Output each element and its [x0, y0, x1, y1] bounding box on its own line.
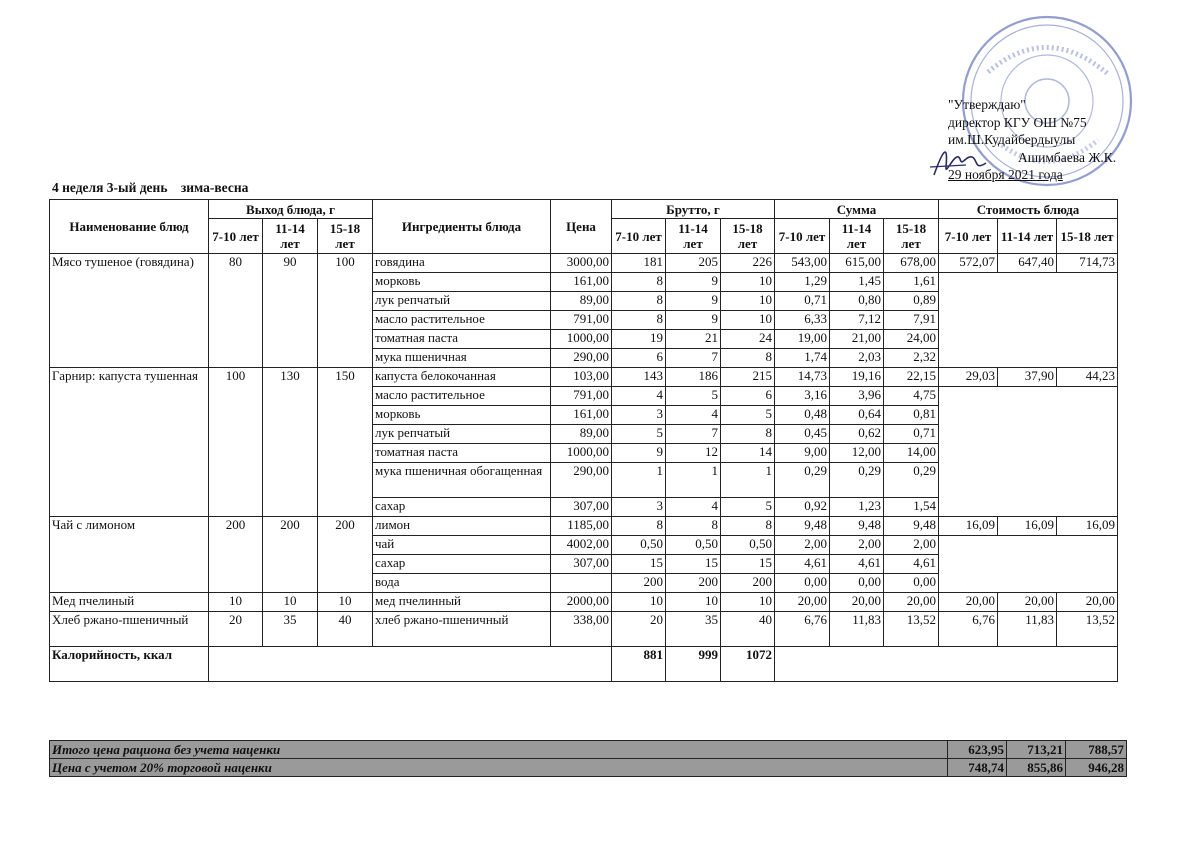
- gross-value: 3: [612, 498, 666, 517]
- approval-block: [948, 96, 1183, 184]
- output-7-10: 20: [209, 612, 263, 647]
- output-7-10: 200: [209, 517, 263, 593]
- gross-value: 200: [721, 574, 775, 593]
- calories-value: 881: [612, 647, 666, 682]
- ingredient-name: томатная паста: [373, 444, 551, 463]
- gross-value: 9: [666, 311, 721, 330]
- totals-value: 713,21: [1007, 741, 1066, 759]
- dish-cost-value: 20,00: [939, 593, 998, 612]
- dish-cost-value: 572,07: [939, 254, 998, 273]
- ingredient-name: мука пшеничная: [373, 349, 551, 368]
- sum-value: 615,00: [830, 254, 884, 273]
- dish-name: Мед пчелиный: [50, 593, 209, 612]
- ingredient-price: 290,00: [551, 463, 612, 498]
- ingredient-name: вода: [373, 574, 551, 593]
- gross-value: 12: [666, 444, 721, 463]
- dish-name: Мясо тушеное (говядина): [50, 254, 209, 368]
- header-sum-11-14: 11-14 лет: [830, 219, 884, 254]
- totals-row: [50, 741, 1127, 759]
- totals-row: [50, 759, 1127, 777]
- output-15-18: 40: [318, 612, 373, 647]
- ingredient-price: 307,00: [551, 555, 612, 574]
- calories-row: [50, 647, 1118, 682]
- sum-value: 4,75: [884, 387, 939, 406]
- header-out-15-18: 15-18 лет: [318, 219, 373, 254]
- sum-value: 2,00: [830, 536, 884, 555]
- gross-value: 8: [721, 425, 775, 444]
- sum-value: 0,92: [775, 498, 830, 517]
- ingredient-price: 89,00: [551, 425, 612, 444]
- output-15-18: 200: [318, 517, 373, 593]
- week-heading: [52, 180, 248, 196]
- output-11-14: 200: [263, 517, 318, 593]
- ingredient-price: 307,00: [551, 498, 612, 517]
- dish-name: Гарнир: капуста тушенная: [50, 368, 209, 517]
- week-day: 4 неделя 3-ый день: [52, 180, 168, 195]
- dish-cost-value: 13,52: [1057, 612, 1118, 647]
- sum-value: 0,45: [775, 425, 830, 444]
- gross-value: 200: [666, 574, 721, 593]
- gross-value: 15: [666, 555, 721, 574]
- ingredient-name: лук репчатый: [373, 425, 551, 444]
- header-cost-11-14: 11-14 лет: [998, 219, 1057, 254]
- sum-value: 2,00: [884, 536, 939, 555]
- gross-value: 10: [721, 292, 775, 311]
- ingredient-name: хлеб ржано-пшеничный: [373, 612, 551, 647]
- sum-value: 9,00: [775, 444, 830, 463]
- sum-value: 14,00: [884, 444, 939, 463]
- table-row: [50, 254, 1118, 273]
- sum-value: 13,52: [884, 612, 939, 647]
- ingredient-name: чай: [373, 536, 551, 555]
- output-7-10: 80: [209, 254, 263, 368]
- gross-value: 5: [721, 498, 775, 517]
- ingredient-price: 1000,00: [551, 444, 612, 463]
- ingredient-name: мед пчелинный: [373, 593, 551, 612]
- sum-value: 0,48: [775, 406, 830, 425]
- gross-value: 10: [721, 593, 775, 612]
- dish-cost-value: 29,03: [939, 368, 998, 387]
- gross-value: 200: [612, 574, 666, 593]
- header-output: Выход блюда, г: [209, 200, 373, 219]
- empty-cell: [939, 387, 1118, 517]
- output-7-10: 10: [209, 593, 263, 612]
- gross-value: 226: [721, 254, 775, 273]
- ingredient-price: 791,00: [551, 311, 612, 330]
- sum-value: 24,00: [884, 330, 939, 349]
- sum-value: 1,54: [884, 498, 939, 517]
- gross-value: 10: [666, 593, 721, 612]
- sum-value: 0,29: [830, 463, 884, 498]
- output-11-14: 90: [263, 254, 318, 368]
- gross-value: 19: [612, 330, 666, 349]
- gross-value: 4: [666, 498, 721, 517]
- gross-value: 0,50: [612, 536, 666, 555]
- gross-value: 8: [612, 292, 666, 311]
- gross-value: 0,50: [721, 536, 775, 555]
- gross-value: 1: [612, 463, 666, 498]
- output-11-14: 10: [263, 593, 318, 612]
- empty-cell: [939, 536, 1118, 593]
- gross-value: 10: [721, 273, 775, 292]
- gross-value: 186: [666, 368, 721, 387]
- output-15-18: 100: [318, 254, 373, 368]
- sum-value: 0,29: [775, 463, 830, 498]
- totals-table: [49, 740, 1127, 777]
- dish-cost-value: 44,23: [1057, 368, 1118, 387]
- gross-value: 10: [612, 593, 666, 612]
- header-out-11-14: 11-14 лет: [263, 219, 318, 254]
- table-row: [50, 593, 1118, 612]
- ingredient-price: 290,00: [551, 349, 612, 368]
- gross-value: 181: [612, 254, 666, 273]
- ingredient-price: 161,00: [551, 273, 612, 292]
- sum-value: 9,48: [830, 517, 884, 536]
- header-ingredients: Ингредиенты блюда: [373, 200, 551, 254]
- sum-value: 0,00: [775, 574, 830, 593]
- approval-line-2: директор КГУ ОШ №75: [948, 114, 1087, 130]
- header-gross-7-10: 7-10 лет: [612, 219, 666, 254]
- gross-value: 8: [612, 311, 666, 330]
- ingredient-name: сахар: [373, 498, 551, 517]
- season: зима-весна: [180, 180, 249, 195]
- calories-label: Калорийность, ккал: [50, 647, 209, 682]
- sum-value: 0,89: [884, 292, 939, 311]
- approval-line-4: Ашимбаева Ж.К.: [1018, 149, 1117, 165]
- header-gross: Брутто, г: [612, 200, 775, 219]
- dish-cost-value: 20,00: [998, 593, 1057, 612]
- sum-value: 678,00: [884, 254, 939, 273]
- header-sum-15-18: 15-18 лет: [884, 219, 939, 254]
- sum-value: 1,23: [830, 498, 884, 517]
- ingredient-name: говядина: [373, 254, 551, 273]
- table-row: [50, 368, 1118, 387]
- sum-value: 1,29: [775, 273, 830, 292]
- dish-name: Хлеб ржано-пшеничный: [50, 612, 209, 647]
- gross-value: 9: [666, 292, 721, 311]
- sum-value: 0,29: [884, 463, 939, 498]
- totals-label: Цена с учетом 20% торговой наценки: [50, 759, 948, 777]
- sum-value: 9,48: [775, 517, 830, 536]
- ingredient-price: 338,00: [551, 612, 612, 647]
- ingredient-price: 4002,00: [551, 536, 612, 555]
- ingredient-name: капуста белокочанная: [373, 368, 551, 387]
- gross-value: 9: [666, 273, 721, 292]
- totals-value: 788,57: [1066, 741, 1127, 759]
- empty-cell: [939, 273, 1118, 368]
- sum-value: 6,76: [775, 612, 830, 647]
- header-out-7-10: 7-10 лет: [209, 219, 263, 254]
- ingredient-price: 103,00: [551, 368, 612, 387]
- dish-cost-value: 6,76: [939, 612, 998, 647]
- gross-value: 0,50: [666, 536, 721, 555]
- sum-value: 20,00: [830, 593, 884, 612]
- menu-table: [49, 199, 1118, 682]
- gross-value: 6: [612, 349, 666, 368]
- dish-cost-value: 16,09: [1057, 517, 1118, 536]
- sum-value: 20,00: [775, 593, 830, 612]
- sum-value: 2,32: [884, 349, 939, 368]
- output-7-10: 100: [209, 368, 263, 517]
- gross-value: 5: [612, 425, 666, 444]
- dish-cost-value: 37,90: [998, 368, 1057, 387]
- ingredient-name: сахар: [373, 555, 551, 574]
- table-row: [50, 517, 1118, 536]
- gross-value: 8: [612, 517, 666, 536]
- dish-cost-value: 16,09: [998, 517, 1057, 536]
- ingredient-name: томатная паста: [373, 330, 551, 349]
- ingredient-name: морковь: [373, 273, 551, 292]
- ingredient-price: 161,00: [551, 406, 612, 425]
- sum-value: 2,03: [830, 349, 884, 368]
- header-cost: Стоимость блюда: [939, 200, 1118, 219]
- gross-value: 8: [721, 517, 775, 536]
- ingredient-name: мука пшеничная обогащенная: [373, 463, 551, 498]
- gross-value: 1: [666, 463, 721, 498]
- calories-value: 999: [666, 647, 721, 682]
- ingredient-price: 2000,00: [551, 593, 612, 612]
- gross-value: 8: [612, 273, 666, 292]
- gross-value: 10: [721, 311, 775, 330]
- header-gross-11-14: 11-14 лет: [666, 219, 721, 254]
- header-sum-7-10: 7-10 лет: [775, 219, 830, 254]
- approval-date: 29 ноября 2021 года: [948, 167, 1063, 182]
- sum-value: 1,45: [830, 273, 884, 292]
- header-sum: Сумма: [775, 200, 939, 219]
- dish-cost-value: 647,40: [998, 254, 1057, 273]
- sum-value: 19,00: [775, 330, 830, 349]
- sum-value: 3,16: [775, 387, 830, 406]
- ingredient-name: морковь: [373, 406, 551, 425]
- gross-value: 143: [612, 368, 666, 387]
- sum-value: 0,62: [830, 425, 884, 444]
- ingredient-name: масло растительное: [373, 311, 551, 330]
- sum-value: 6,33: [775, 311, 830, 330]
- approval-line-3: им.Ш.Кудайбердыулы: [948, 132, 1076, 147]
- gross-value: 6: [721, 387, 775, 406]
- gross-value: 4: [666, 406, 721, 425]
- sum-value: 4,61: [830, 555, 884, 574]
- sum-value: 0,81: [884, 406, 939, 425]
- gross-value: 9: [612, 444, 666, 463]
- gross-value: 205: [666, 254, 721, 273]
- sum-value: 3,96: [830, 387, 884, 406]
- gross-value: 3: [612, 406, 666, 425]
- gross-value: 7: [666, 425, 721, 444]
- ingredient-price: [551, 574, 612, 593]
- dish-name: Чай с лимоном: [50, 517, 209, 593]
- gross-value: 20: [612, 612, 666, 647]
- ingredient-price: 1000,00: [551, 330, 612, 349]
- totals-value: 748,74: [948, 759, 1007, 777]
- sum-value: 1,61: [884, 273, 939, 292]
- totals-value: 623,95: [948, 741, 1007, 759]
- header-cost-15-18: 15-18 лет: [1057, 219, 1118, 254]
- dish-cost-value: 714,73: [1057, 254, 1118, 273]
- output-11-14: 130: [263, 368, 318, 517]
- sum-value: 14,73: [775, 368, 830, 387]
- ingredient-price: 1185,00: [551, 517, 612, 536]
- gross-value: 15: [612, 555, 666, 574]
- header-cost-7-10: 7-10 лет: [939, 219, 998, 254]
- ingredient-name: лук репчатый: [373, 292, 551, 311]
- sum-value: 19,16: [830, 368, 884, 387]
- sum-value: 4,61: [884, 555, 939, 574]
- gross-value: 24: [721, 330, 775, 349]
- approval-line-1: "Утверждаю": [948, 97, 1026, 112]
- gross-value: 8: [666, 517, 721, 536]
- sum-value: 7,91: [884, 311, 939, 330]
- sum-value: 0,71: [884, 425, 939, 444]
- gross-value: 5: [721, 406, 775, 425]
- sum-value: 0,00: [830, 574, 884, 593]
- gross-value: 7: [666, 349, 721, 368]
- gross-value: 15: [721, 555, 775, 574]
- totals-value: 946,28: [1066, 759, 1127, 777]
- totals-value: 855,86: [1007, 759, 1066, 777]
- totals-label: Итого цена рациона без учета наценки: [50, 741, 948, 759]
- sum-value: 543,00: [775, 254, 830, 273]
- sum-value: 4,61: [775, 555, 830, 574]
- sum-value: 7,12: [830, 311, 884, 330]
- dish-cost-value: 16,09: [939, 517, 998, 536]
- output-15-18: 150: [318, 368, 373, 517]
- empty-cell: [775, 647, 1118, 682]
- gross-value: 21: [666, 330, 721, 349]
- calories-value: 1072: [721, 647, 775, 682]
- gross-value: 4: [612, 387, 666, 406]
- dish-cost-value: 11,83: [998, 612, 1057, 647]
- ingredient-price: 89,00: [551, 292, 612, 311]
- sum-value: 0,64: [830, 406, 884, 425]
- sum-value: 0,00: [884, 574, 939, 593]
- ingredient-price: 791,00: [551, 387, 612, 406]
- output-11-14: 35: [263, 612, 318, 647]
- sum-value: 22,15: [884, 368, 939, 387]
- table-row: [50, 612, 1118, 647]
- sum-value: 0,80: [830, 292, 884, 311]
- header-gross-15-18: 15-18 лет: [721, 219, 775, 254]
- ingredient-name: масло растительное: [373, 387, 551, 406]
- dish-cost-value: 20,00: [1057, 593, 1118, 612]
- header-price: Цена: [551, 200, 612, 254]
- sum-value: 20,00: [884, 593, 939, 612]
- sum-value: 2,00: [775, 536, 830, 555]
- sum-value: 0,71: [775, 292, 830, 311]
- gross-value: 35: [666, 612, 721, 647]
- gross-value: 215: [721, 368, 775, 387]
- gross-value: 5: [666, 387, 721, 406]
- gross-value: 14: [721, 444, 775, 463]
- empty-cell: [209, 647, 612, 682]
- sum-value: 21,00: [830, 330, 884, 349]
- ingredient-name: лимон: [373, 517, 551, 536]
- sum-value: 9,48: [884, 517, 939, 536]
- sum-value: 1,74: [775, 349, 830, 368]
- header-row-1: [50, 200, 1118, 219]
- gross-value: 1: [721, 463, 775, 498]
- ingredient-price: 3000,00: [551, 254, 612, 273]
- gross-value: 8: [721, 349, 775, 368]
- sum-value: 12,00: [830, 444, 884, 463]
- header-dish-name: Наименование блюд: [50, 200, 209, 254]
- output-15-18: 10: [318, 593, 373, 612]
- sum-value: 11,83: [830, 612, 884, 647]
- gross-value: 40: [721, 612, 775, 647]
